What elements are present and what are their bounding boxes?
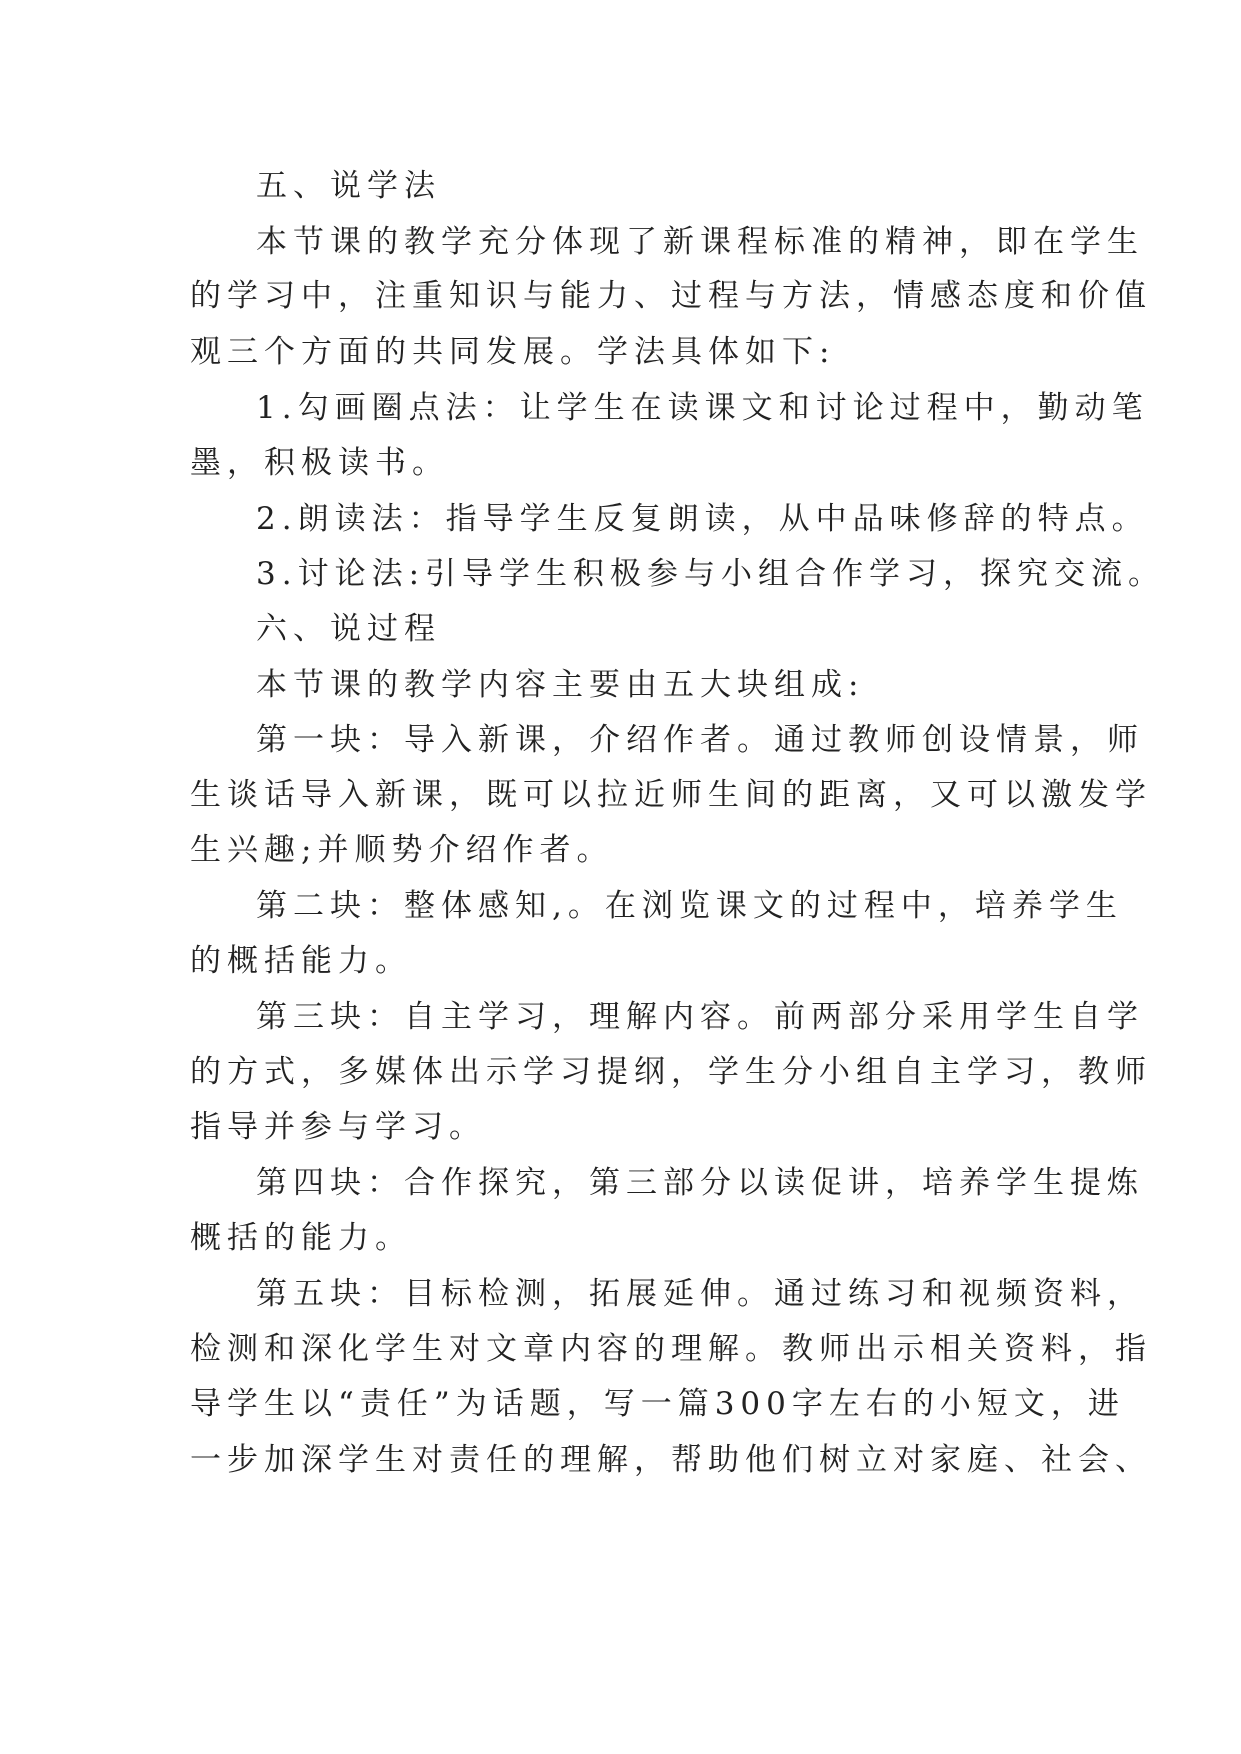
paragraph-line: 的概括能力。	[190, 943, 412, 979]
list-item-line: 2.朗读法：指导学生反复朗读，从中品味修辞的特点。	[256, 501, 1149, 537]
paragraph-line: 一步加深学生对责任的理解，帮助他们树立对家庭、社会、	[190, 1442, 1152, 1478]
paragraph-line: 本节课的教学内容主要由五大块组成:	[256, 667, 865, 703]
paragraph-line: 第一块：导入新课，介绍作者。通过教师创设情景，师	[256, 722, 1144, 758]
paragraph-line: 的方式，多媒体出示学习提纲，学生分小组自主学习，教师	[190, 1054, 1152, 1090]
paragraph-line: 导学生以“责任”为话题，写一篇300字左右的小短文，进	[190, 1386, 1125, 1422]
list-item-line: 墨，积极读书。	[190, 445, 449, 481]
paragraph-line: 检测和深化学生对文章内容的理解。教师出示相关资料，指	[190, 1331, 1152, 1367]
paragraph-line: 概括的能力。	[190, 1220, 412, 1256]
section-heading-study-methods: 五、说学法	[256, 168, 441, 204]
paragraph-line: 指导并参与学习。	[190, 1109, 486, 1145]
paragraph-line: 生兴趣;并顺势介绍作者。	[190, 832, 614, 868]
paragraph-line: 观三个方面的共同发展。学法具体如下:	[190, 334, 836, 370]
paragraph-line: 生谈话导入新课，既可以拉近师生间的距离，又可以激发学	[190, 777, 1152, 813]
paragraph-line: 第五块：目标检测，拓展延伸。通过练习和视频资料，	[256, 1276, 1144, 1312]
section-heading-process: 六、说过程	[256, 611, 441, 647]
list-item-line: 1.勾画圈点法：让学生在读课文和讨论过程中，勤动笔	[256, 390, 1149, 426]
paragraph-line: 本节课的教学充分体现了新课程标准的精神，即在学生	[256, 224, 1144, 260]
list-item-line: 3.讨论法:引导学生积极参与小组合作学习，探究交流。	[256, 556, 1166, 592]
paragraph-line: 第四块：合作探究，第三部分以读促讲，培养学生提炼	[256, 1165, 1144, 1201]
paragraph-line: 第二块：整体感知,。在浏览课文的过程中，培养学生	[256, 888, 1123, 924]
paragraph-line: 第三块：自主学习，理解内容。前两部分采用学生自学	[256, 999, 1144, 1035]
paragraph-line: 的学习中，注重知识与能力、过程与方法，情感态度和价值	[190, 278, 1152, 314]
